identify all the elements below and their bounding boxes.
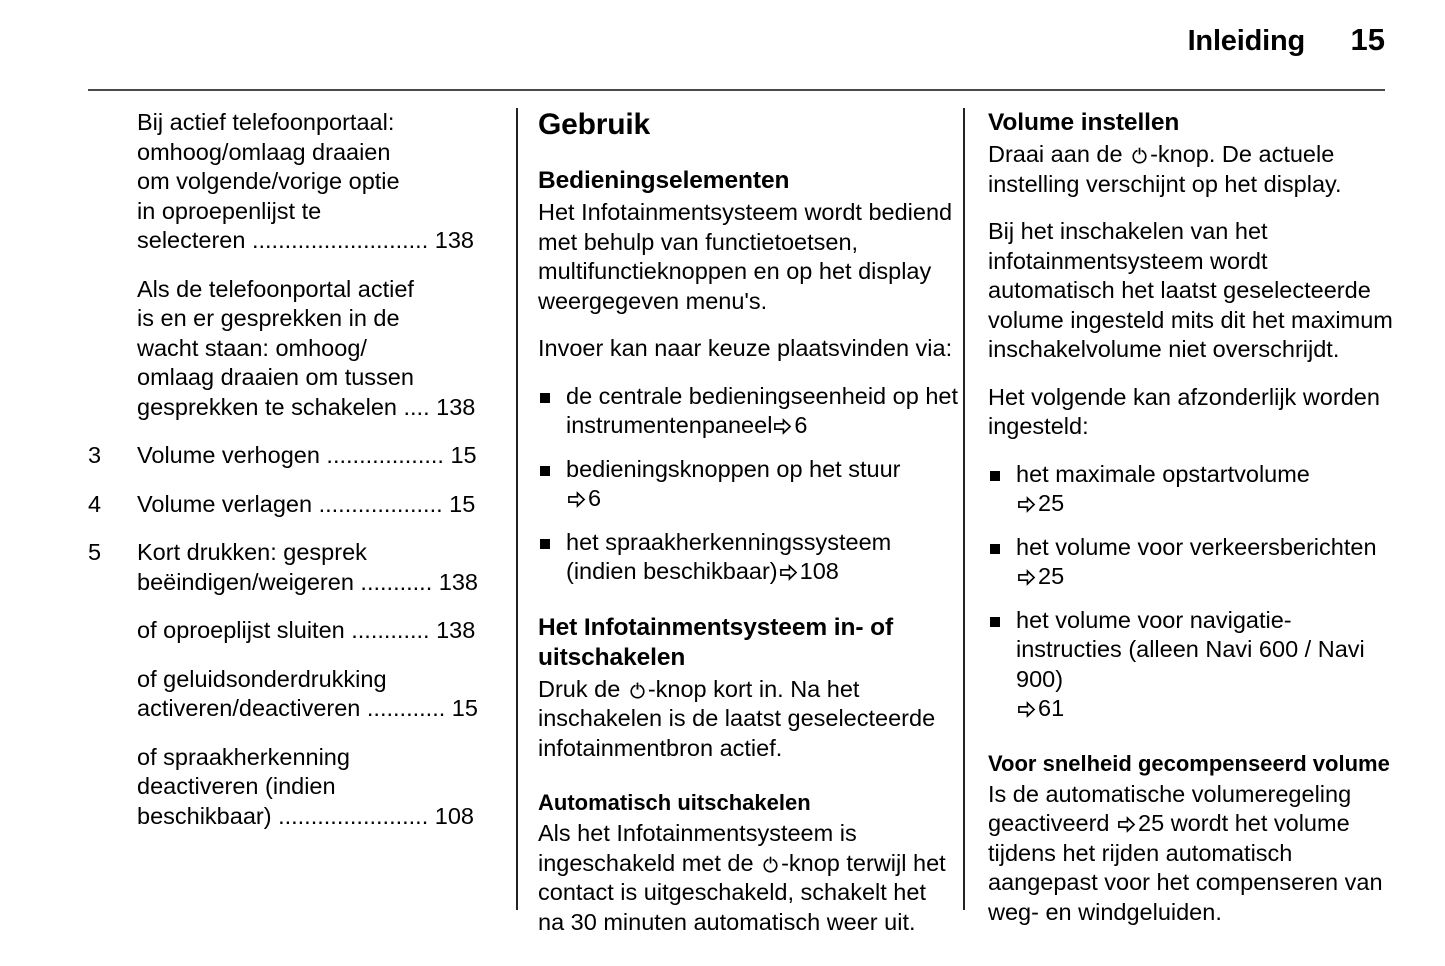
page-reference-arrow-icon — [1017, 700, 1036, 719]
paragraph-volume-2: Bij het inschakelen van het infotainmentsysteem wordt automatisch het laatst geselecteerde volume ingesteld mits dit het maximum inschakelvolume niet overschrijdt. — [988, 218, 1393, 362]
toc-entry — [88, 108, 508, 256]
page-reference-arrow-icon — [779, 563, 798, 582]
list-item — [988, 533, 1393, 592]
list-item-label: het spraakherkenningssysteem (indien beschikbaar) — [566, 528, 892, 584]
paragraph-controls-1: Het Infotainmentsysteem wordt bediend met behulp van functietoetsen, multifunctieknoppen en op het display weergegeven menu's. — [538, 199, 953, 314]
input-methods-list — [538, 382, 958, 587]
list-item-label: het volume voor navigatie-instructies (alleen Navi 600 / Navi 900) — [1016, 606, 1365, 692]
column-divider-1 — [516, 108, 518, 910]
paragraph-auto-off — [538, 819, 958, 937]
square-bullet-icon — [990, 471, 1000, 481]
paragraph-text-part-2: -knop terwijl het contact is uitgeschakeld, schakelt het na 30 minuten automatisch weer uit. — [538, 849, 946, 935]
paragraph-text-before: Draai aan de — [988, 141, 1130, 167]
toc-entry — [88, 616, 508, 646]
paragraph-volume-3: Het volgende kan afzonderlijk worden ingesteld: — [988, 383, 1380, 439]
toc-entry — [88, 743, 508, 832]
square-bullet-icon — [990, 617, 1000, 627]
list-item — [538, 455, 958, 514]
toc-item-number: 5 — [88, 539, 102, 565]
heading-bedieningselementen: Bedieningselementen — [538, 167, 790, 194]
heading-power-on-off: Het Infotainmentsysteem in- of uitschakelen — [538, 613, 894, 671]
paragraph-power-on-off — [538, 675, 958, 764]
toc-item-number — [88, 275, 128, 423]
list-item — [988, 606, 1393, 724]
middle-column — [538, 108, 958, 935]
paragraph-text-after: -knop kort in. Na het inschakelen is de laatst geselecteerde infotainmentbron actief. — [538, 675, 936, 761]
page-reference-arrow-icon — [1017, 568, 1036, 587]
toc-item-number: 3 — [88, 442, 102, 468]
paragraph-speed-volume — [988, 780, 1393, 928]
toc-item-text: of oproeplijst sluiten ............ 138 — [137, 617, 476, 643]
list-item — [538, 528, 958, 587]
toc-entry — [88, 538, 508, 597]
toc-item-text: Volume verhogen .................. 15 — [137, 442, 477, 468]
list-item-label: het volume voor verkeersberichten — [1016, 533, 1377, 560]
toc-entry — [88, 665, 508, 724]
page-header — [88, 22, 1385, 82]
heading-auto-off: Automatisch uitschakelen — [538, 790, 811, 815]
paragraph-text-part-1: Als het Infotainmentsysteem is ingeschakeld met de — [538, 820, 857, 876]
page-reference-arrow-icon — [773, 417, 792, 436]
toc-item-number: 4 — [88, 490, 102, 517]
list-item — [988, 460, 1393, 519]
page-reference-arrow-icon — [567, 490, 586, 509]
toc-item-text: Volume verlagen ................... 15 — [137, 490, 476, 517]
page-number: 15 — [1350, 22, 1385, 57]
paragraph-text-before: Druk de — [538, 675, 627, 702]
toc-entry — [88, 275, 508, 423]
toc-item-text: Als de telefoonportal actief is en er gesprekken in de wacht staan: omhoog/ omlaag draaien om tussen gesprekken te schakelen .... 138 — [137, 275, 476, 420]
list-item-label: de centrale bedieningseenheid op het instrumentenpaneel — [566, 382, 958, 438]
header-rule — [88, 89, 1385, 91]
toc-entry — [88, 441, 508, 471]
heading-speed-compensated-volume: Voor snelheid gecompenseerd volume — [988, 750, 1390, 776]
power-button-icon — [628, 681, 647, 700]
square-bullet-icon — [540, 539, 550, 549]
square-bullet-icon — [990, 544, 1000, 554]
toc-item-text: Bij actief telefoonportaal: omhoog/omlaag draaien om volgende/vorige optie in oproepenlijst te selecteren ........................... 138 — [137, 109, 474, 253]
toc-item-text: Kort drukken: gesprek beëindigen/weigeren ........... 138 — [137, 539, 478, 595]
square-bullet-icon — [540, 393, 550, 403]
square-bullet-icon — [540, 466, 550, 476]
list-item-label: bedieningsknoppen op het stuur — [566, 455, 901, 482]
content-columns — [88, 108, 1393, 935]
page-reference-number: 108 — [799, 558, 839, 584]
page-reference-number: 25 — [1038, 490, 1065, 516]
toc-item-number — [88, 665, 128, 724]
power-button-icon — [1130, 146, 1149, 165]
right-column — [988, 108, 1393, 925]
list-item-label: het maximale opstartvolume — [1016, 460, 1310, 487]
power-button-icon — [761, 855, 780, 874]
page-reference-number: 6 — [588, 485, 602, 511]
toc-item-number — [88, 616, 128, 646]
heading-volume-instellen: Volume instellen — [988, 109, 1180, 136]
toc-item-text: of geluidsonderdrukking activeren/deactiveren ............ 15 — [137, 665, 478, 721]
paragraph-text-after: wordt het volume tijdens het rijden automatisch aangepast voor het compenseren van weg- en windgeluiden. — [988, 810, 1383, 925]
list-item — [538, 382, 958, 441]
toc-item-text: of spraakherkenning deactiveren (indien beschikbaar) ....................... 108 — [137, 743, 474, 829]
page-reference-arrow-icon — [1017, 495, 1036, 514]
page-reference-arrow-icon — [1117, 815, 1136, 834]
page-reference-number: 25 — [1138, 810, 1165, 836]
left-column — [88, 108, 508, 913]
page-title: Inleiding — [1187, 25, 1305, 57]
paragraph-text-before: Is de automatische volumeregeling geactiveerd — [988, 780, 1352, 836]
toc-entry — [88, 490, 508, 520]
paragraph-controls-2: Invoer kan naar keuze plaatsvinden via: — [538, 335, 953, 361]
paragraph-volume-1 — [988, 140, 1393, 199]
volume-settings-list — [988, 460, 1393, 724]
paragraph-text-after: -knop. De actuele instelling verschijnt op het display. — [988, 141, 1342, 197]
column-divider-2 — [963, 108, 965, 910]
section-title-gebruik: Gebruik — [538, 108, 650, 141]
page-reference-number: 61 — [1038, 695, 1065, 721]
toc-item-number — [88, 743, 128, 832]
page-reference-number: 6 — [794, 412, 808, 438]
toc-item-number — [88, 108, 128, 256]
page-reference-number: 25 — [1038, 563, 1065, 589]
